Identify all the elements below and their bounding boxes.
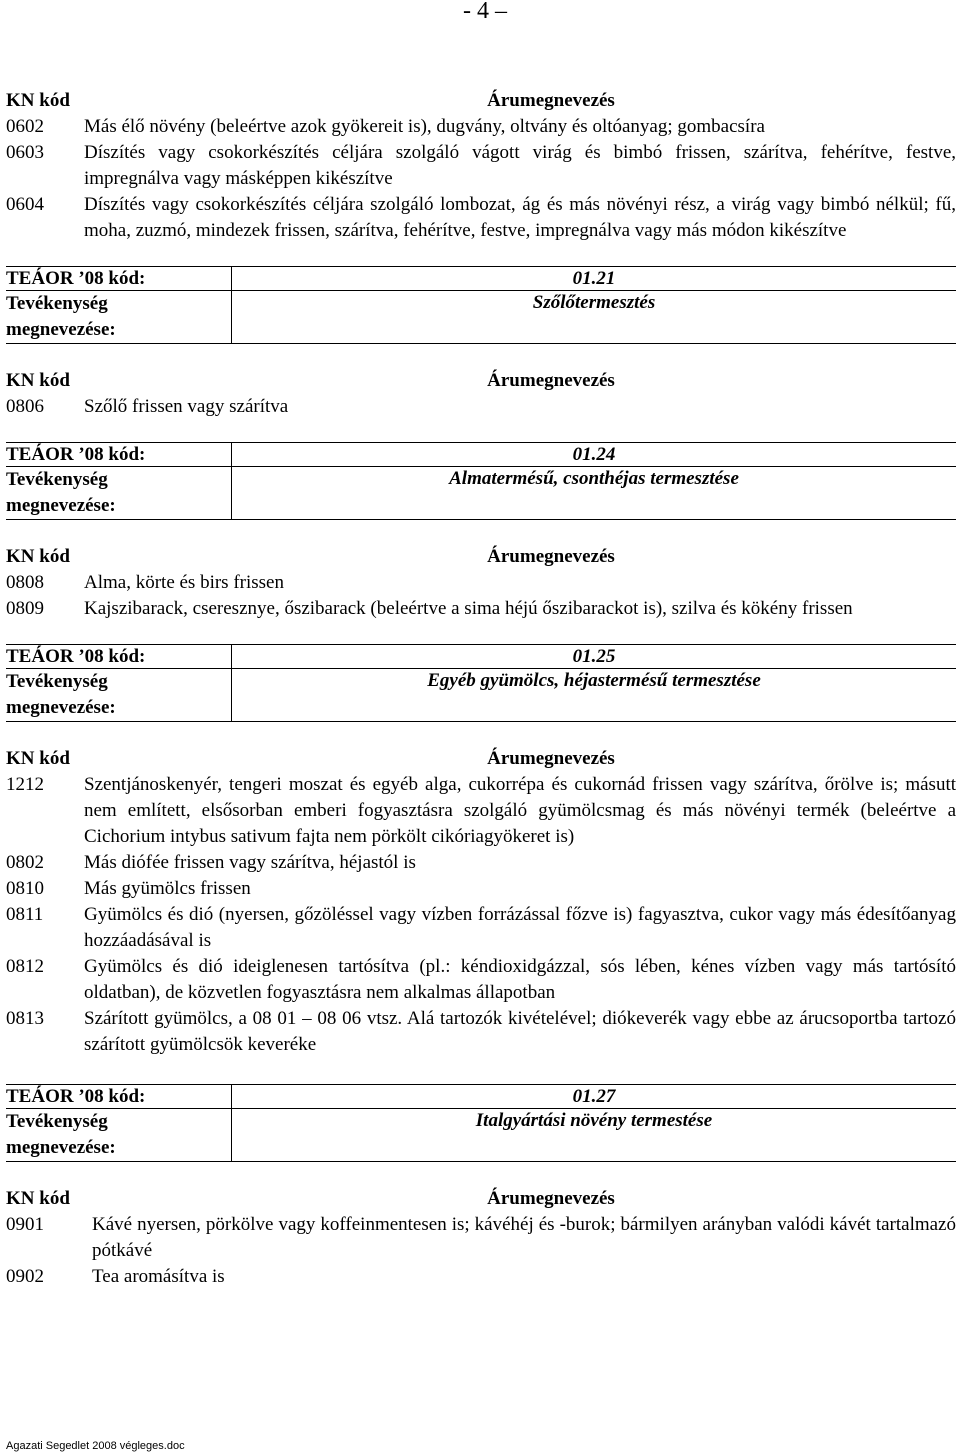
product-description: Kávé nyersen, pörkölve vagy koffeinmentesen is; kávéhéj és -burok; bármilyen arányban valódi kávét tartalmazó pótkávé (92, 1214, 956, 1261)
kn-code-header: KN kód (6, 1188, 70, 1209)
kn-code-header: KN kód (6, 90, 70, 111)
product-description: Díszítés vagy csokorkészítés céljára szolgáló vágott virág és bimbó frissen, szárítva, fehérítve, festve, impregnálva vagy másképpen kikészítve (84, 142, 956, 189)
teaor-box (6, 644, 956, 722)
kn-code: 1212 (6, 774, 44, 795)
teaor-code-label: TEÁOR ’08 kód: (6, 267, 231, 291)
activity-label: Tevékenység megnevezése: (6, 1111, 116, 1158)
teaor-code-label: TEÁOR ’08 kód: (6, 645, 231, 669)
product-description: Szőlő frissen vagy szárítva (84, 396, 289, 417)
product-description: Gyümölcs és dió ideiglenesen tartósítva (pl.: kéndioxidgázzal, sós lében, kénes vízben vagy más tartósító oldatban), de közvetlen fogyasztásra nem alkalmas állapotban (84, 956, 956, 1003)
kn-code: 0603 (6, 142, 44, 163)
product-name-header: Árumegnevezés (487, 748, 615, 769)
list-item (6, 902, 956, 954)
teaor-box (6, 1084, 956, 1162)
kn-code: 0812 (6, 956, 44, 977)
kn-code: 0602 (6, 116, 44, 137)
list-item (6, 1006, 956, 1058)
activity-name: Almatermésű, csonthéjas termesztése (231, 467, 956, 519)
product-description: Kajszibarack, cseresznye, őszibarack (beleértve a sima héjú őszibarackot is), szilva és kökény frissen (84, 598, 853, 619)
kn-code: 0808 (6, 572, 44, 593)
list-item (6, 192, 956, 244)
list-item (6, 772, 956, 850)
kn-code-header: KN kód (6, 546, 70, 567)
document-body (6, 88, 956, 1290)
teaor-code-label: TEÁOR ’08 kód: (6, 1085, 231, 1109)
kn-code: 0811 (6, 904, 44, 925)
teaor-box (6, 442, 956, 520)
kn-code: 0809 (6, 598, 44, 619)
product-name-header: Árumegnevezés (487, 370, 615, 391)
list-item (6, 394, 956, 420)
page-number: - 4 – (463, 0, 507, 24)
teaor-box (6, 266, 956, 344)
kn-code: 0902 (6, 1266, 44, 1287)
product-description: Szárított gyümölcs, a 08 01 – 08 06 vtsz. Alá tartozók kivételével; diókeverék vagy ebbe az árucsoportba tartozó szárított gyümölcsök keveréke (84, 1008, 956, 1055)
list-item (6, 140, 956, 192)
list-item (6, 954, 956, 1006)
footer-filename: Agazati Segedlet 2008 végleges.doc (6, 1440, 185, 1452)
kn-table-header (6, 1186, 956, 1212)
list-item (6, 850, 956, 876)
list-item (6, 114, 956, 140)
product-description: Alma, körte és birs frissen (84, 572, 284, 593)
kn-table-header (6, 746, 956, 772)
teaor-code-value: 01.25 (231, 645, 956, 669)
kn-code: 0806 (6, 396, 44, 417)
product-description: Más élő növény (beleértve azok gyökereit is), dugvány, oltvány és oltóanyag; gombacsíra (84, 116, 765, 137)
teaor-code-label: TEÁOR ’08 kód: (6, 443, 231, 467)
product-description: Díszítés vagy csokorkészítés céljára szolgáló lombozat, ág és más növényi rész, a virág vagy bimbó nélkül; fű, moha, zuzmó, mindezek frissen, szárítva, fehérítve, festve, impregnálva vagy más módon kikészítve (84, 194, 956, 241)
kn-code-header: KN kód (6, 748, 70, 769)
list-item (6, 1212, 956, 1264)
product-description: Tea aromásítva is (92, 1266, 225, 1287)
teaor-code-value: 01.27 (231, 1085, 956, 1109)
teaor-code-value: 01.24 (231, 443, 956, 467)
teaor-code-value: 01.21 (231, 267, 956, 291)
list-item (6, 570, 956, 596)
product-description: Gyümölcs és dió (nyersen, gőzöléssel vagy vízben forrázással főzve is) fagyasztva, cukor vagy más édesítőanyag hozzáadásával is (84, 904, 956, 951)
kn-code: 0802 (6, 852, 44, 873)
kn-code: 0810 (6, 878, 44, 899)
list-item (6, 1264, 956, 1290)
activity-name: Egyéb gyümölcs, héjastermésű termesztése (231, 669, 956, 721)
activity-label: Tevékenység megnevezése: (6, 469, 116, 516)
list-item (6, 596, 956, 622)
kn-table-header (6, 368, 956, 394)
kn-table-header (6, 88, 956, 114)
kn-code: 0901 (6, 1214, 44, 1235)
kn-code-header: KN kód (6, 370, 70, 391)
kn-table-header (6, 544, 956, 570)
kn-code: 0813 (6, 1008, 44, 1029)
activity-label: Tevékenység megnevezése: (6, 293, 116, 340)
product-description: Más gyümölcs frissen (84, 878, 251, 899)
product-name-header: Árumegnevezés (487, 90, 615, 111)
activity-label: Tevékenység megnevezése: (6, 671, 116, 718)
product-name-header: Árumegnevezés (487, 546, 615, 567)
activity-name: Szőlőtermesztés (231, 291, 956, 343)
product-description: Szentjánoskenyér, tengeri moszat és egyéb alga, cukorrépa és cukornád frissen vagy szárítva, őrölve is; másutt nem említett, elsősorban emberi fogyasztásra szolgáló gyümölcsmag és más növényi termék (beleértve a Cichorium intybus sativum fajta nem pörkölt cikóriagyökeret is) (84, 774, 956, 847)
kn-code: 0604 (6, 194, 44, 215)
list-item (6, 876, 956, 902)
product-description: Más diófée frissen vagy szárítva, héjastól is (84, 852, 416, 873)
product-name-header: Árumegnevezés (487, 1188, 615, 1209)
activity-name: Italgyártási növény termestése (231, 1109, 956, 1161)
